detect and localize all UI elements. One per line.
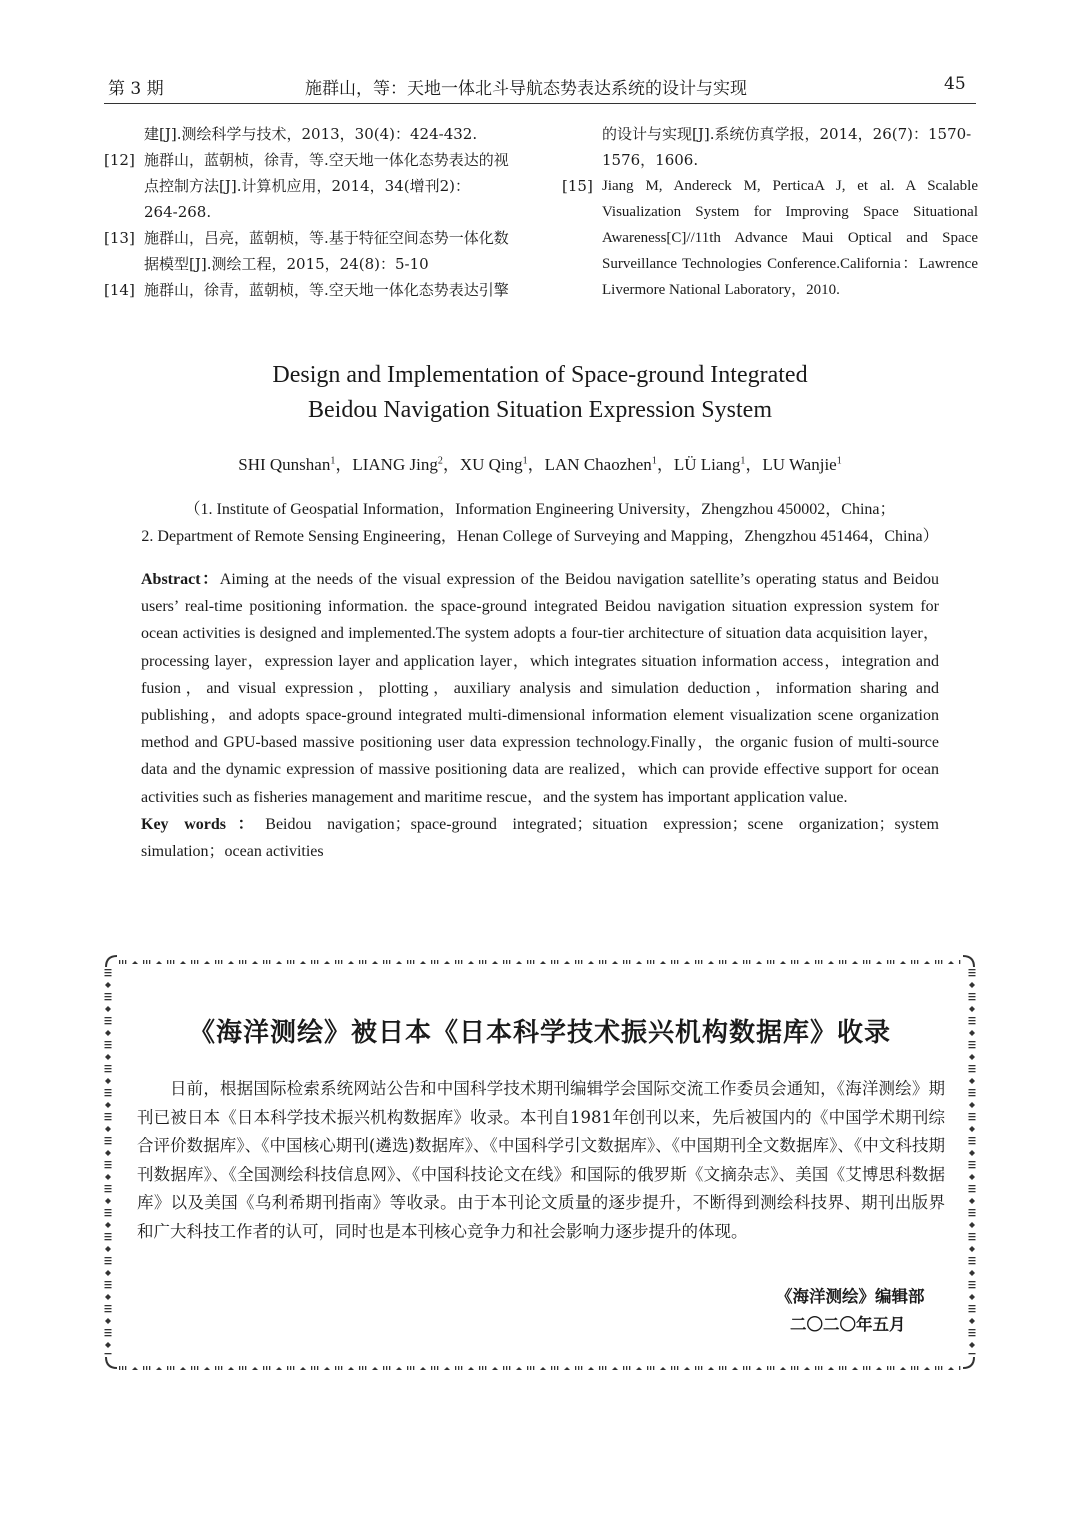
corner-ornament <box>962 1356 976 1370</box>
corner-ornament <box>104 1356 118 1370</box>
reference-text: 点控制方法[J].计算机应用，2014，34(增刊2)： <box>144 177 470 195</box>
abstract-text: Aiming at the needs of the visual expression of the Beidou navigation satellite’s operating status and Beidou users’ real-time positioning information. the space-ground integrated Beidou navigation situation expression system for ocean activities is designed and implemented.The system adopts a four-tier architecture of situation data acquisition layer，processing layer，expression layer and application layer，which integrates situation information access，integration and fusion，and visual expression，plotting，auxiliary analysis and simulation deduction，information sharing and publishing，and adopts space-ground integrated multi-dimensional information element visualization scene organization method and GPU-based massive positioning user data expression technology.Finally，the organic fusion of multi-source data and the dynamic expression of massive positioning data are realized，which can provide effective support for ocean activities such as fisheries management and maritime rescue，and the system has important application value. <box>141 571 940 806</box>
affiliation-2: 2. Department of Remote Sensing Engineering，Henan College of Surveying and Mapping，Zhengzhou 451464，China） <box>141 528 939 545</box>
author-affiliation-mark: 1 <box>740 455 746 467</box>
reference-number: [14] <box>104 281 135 299</box>
reference-continuation: 的设计与实现[J].系统仿真学报，2014，26(7)：1570- <box>602 125 972 143</box>
issue-label: 第 3 期 <box>108 79 164 99</box>
reference-text: 264-268. <box>144 203 212 221</box>
reference-number: [13] <box>104 229 135 247</box>
article-title-line-1: Design and Implementation of Space-ground Integrated <box>272 362 808 388</box>
article-title-line-2: Beidou Navigation Situation Expression System <box>308 397 772 423</box>
author-separator: ， <box>335 455 353 474</box>
corner-ornament <box>962 954 976 968</box>
author-name: SHI Qunshan <box>238 455 331 474</box>
author-separator: ， <box>656 455 674 474</box>
references-right-column <box>562 121 978 303</box>
page-number: 45 <box>944 74 966 94</box>
reference-number: [12] <box>104 151 135 169</box>
reference-13 <box>104 225 520 251</box>
author-affiliation-mark: 1 <box>330 455 336 467</box>
reference-number: [15] <box>562 177 593 195</box>
notice-signature: 《海洋测绘》编辑部 <box>776 1287 925 1306</box>
article-title <box>100 358 980 428</box>
reference-text: 施群山，徐青，蓝朝桢，等.空天地一体化态势表达引擎 <box>144 281 509 299</box>
author-affiliation-mark: 1 <box>836 455 842 467</box>
author-name: LÜ Liang <box>673 455 741 474</box>
notice-title: 《海洋测绘》被日本《日本科学技术振兴机构数据库》收录 <box>188 1018 891 1048</box>
keywords <box>141 811 939 865</box>
header-rule <box>104 103 976 104</box>
author-affiliation-mark: 1 <box>651 455 657 467</box>
reference-12 <box>104 147 520 173</box>
reference-text: 施群山，吕亮，蓝朝桢，等.基于特征空间态势一体化数 <box>144 229 509 247</box>
keywords-text: Beidou navigation；space-ground integrated；situation expression；scene organization；system simulation；ocean activities <box>141 815 939 861</box>
notice-body: 日前，根据国际检索系统网站公告和中国科学技术期刊编辑学会国际交流工作委员会通知，《海洋测绘》期刊已被日本《日本科学技术振兴机构数据库》收录。本刊自1981年创刊以来，先后被国内的《中国学术期刊综合评价数据库》、《中国核心期刊(遴选)数据库》、《中国科学引文数据库》、《中国期刊全文数据库》、《中文科技期刊数据库》、《全国测绘科技信息网》、《中国科技论文在线》和国际的俄罗斯《文摘杂志》、美国《艾博思科数据库》以及美国《乌利希期刊指南》等收录。由于本刊论文质量的逐步提升，不断得到测绘科技界、期刊出版界和广大科技工作者的认可，同时也是本刊核心竞争力和社会影响力逐步提升的体现。 <box>137 1079 945 1241</box>
reference-15 <box>562 173 978 303</box>
running-title: 施群山，等：天地一体北斗导航态势表达系统的设计与实现 <box>305 79 747 99</box>
author-name: XU Qing <box>459 455 523 474</box>
reference-continuation: 1576，1606. <box>602 151 699 169</box>
affiliation-1: （1. Institute of Geospatial Information，Information Engineering University，Zhengzhou 450002，China； <box>184 501 896 518</box>
abstract-label: Abstract： <box>141 571 220 588</box>
notice-date: 二〇二〇年五月 <box>790 1315 906 1334</box>
keywords-label: Key words： <box>141 815 266 833</box>
reference-continuation: 建[J].测绘科学与技术，2013，30(4)：424-432. <box>144 125 478 143</box>
author-name: LU Wanjie <box>762 455 837 474</box>
author-separator: ， <box>527 455 545 474</box>
corner-ornament <box>104 954 118 968</box>
reference-text: 据模型[J].测绘工程，2015，24(8)：5-10 <box>144 255 429 273</box>
author-separator: ， <box>442 455 460 474</box>
author-affiliation-mark: 2 <box>437 455 443 467</box>
author-list <box>100 450 980 475</box>
reference-14 <box>104 277 520 303</box>
reference-text: 施群山，蓝朝桢，徐青，等.空天地一体化态势表达的视 <box>144 151 509 169</box>
author-name: LIANG Jing <box>352 455 438 474</box>
author-separator: ， <box>745 455 763 474</box>
abstract <box>141 566 939 865</box>
author-affiliation-mark: 1 <box>522 455 528 467</box>
reference-text: Jiang M, Andereck M, PerticaA J, et al. A Scalable Visualization System for Improving Space Situational Awareness[C]//11th Advance Maui Optical and Space Surveillance Technologies Conference.California：Lawrence Livermore National Laboratory，2010. <box>602 178 978 298</box>
author-name: LAN Chaozhen <box>544 455 652 474</box>
ornament-border-bottom <box>118 1360 962 1370</box>
references-left-column <box>104 121 520 303</box>
ornament-border-top <box>118 954 962 964</box>
